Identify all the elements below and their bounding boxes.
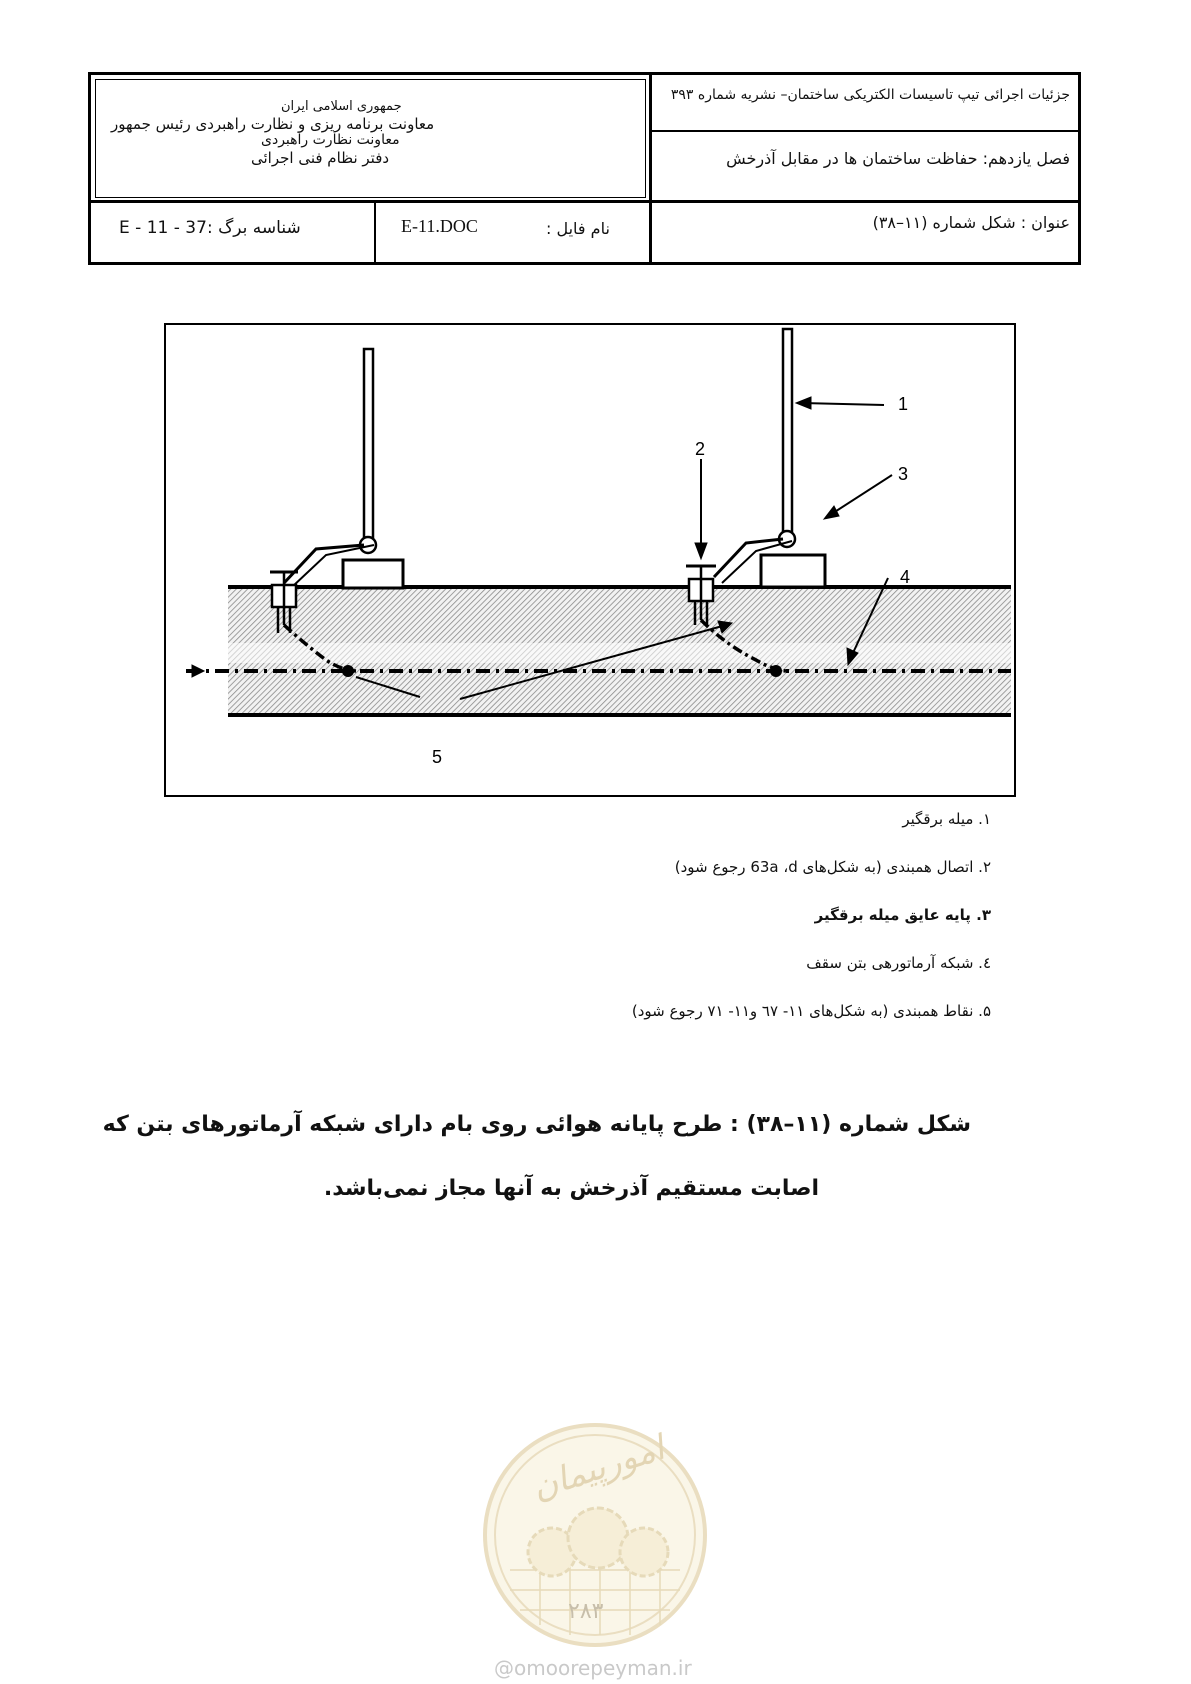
file-name-value: E-11.DOC <box>401 216 478 236</box>
label-4: 4 <box>900 567 911 587</box>
legend-item-4: ٤. شبکه آرماتورهی بتن سقف <box>806 954 991 972</box>
org-line-4: دفتر نظام فنی اجرائی <box>251 149 390 167</box>
sheet-id: شناسه برگ :37 - 11 - E <box>119 218 301 238</box>
header-divider-right-row <box>652 130 1078 132</box>
legend-item-5: ۵. نقاط همبندی (به شکل‌های ۱۱- ٦۷ و۱۱- ۷۱ رجوع شود) <box>631 1002 991 1020</box>
header-divider-bottom-cell <box>374 203 376 262</box>
file-name-label: نام فایل : <box>546 219 610 238</box>
legend-item-3: ۳. پایه عایق میله برقگیر <box>814 906 991 924</box>
watermark-site <box>494 1656 692 1680</box>
header-table <box>88 72 1081 265</box>
watermark-site-text: omoorepeyman.ir <box>514 1656 692 1680</box>
org-line-3: معاونت نظارت راهبردی <box>261 132 400 148</box>
publication-title: جزئیات اجرائی تیپ تاسیسات الکتریکی ساختمان– نشریه شماره ۳۹۳ <box>670 87 1070 103</box>
label-2: 2 <box>695 439 706 459</box>
roof-air-termination-diagram <box>166 325 1014 795</box>
figure-title: عنوان : شکل شماره (۱۱–۳۸) <box>872 213 1070 232</box>
legend-item-1: ۱. میله برقگیر <box>902 810 991 828</box>
label-1: 1 <box>898 394 909 414</box>
page-number: ۲۸۳ <box>568 1598 604 1623</box>
header-divider-vertical <box>649 75 652 262</box>
label-3: 3 <box>898 464 909 484</box>
org-line-1: جمهوری اسلامی ایران <box>281 99 402 114</box>
figure-caption-line-1: شکل شماره (۱۱–۳۸) : طرح پایانه هوائی روی بام دارای شبکه آرماتورهای بتن که <box>102 1112 971 1137</box>
label-5: 5 <box>432 747 443 767</box>
watermark-logo <box>480 1420 710 1650</box>
figure-frame <box>164 323 1016 797</box>
org-line-2: معاونت برنامه ریزی و نظارت راهبردی رئیس جمهور <box>111 115 435 133</box>
watermark-logo-text: امورپیمان <box>527 1427 670 1509</box>
at-icon: @ <box>494 1656 514 1680</box>
figure-caption-line-2: اصابت مستقیم آذرخش به آنها مجاز نمی‌باشد. <box>323 1176 819 1201</box>
chapter-title: فصل یازدهم: حفاظت ساختمان ها در مقابل آذرخش <box>726 149 1070 168</box>
header-divider-horizontal <box>91 200 1078 203</box>
legend-item-2: ۲. اتصال همبندی (به شکل‌های 63a ،d رجوع شود) <box>674 858 991 876</box>
